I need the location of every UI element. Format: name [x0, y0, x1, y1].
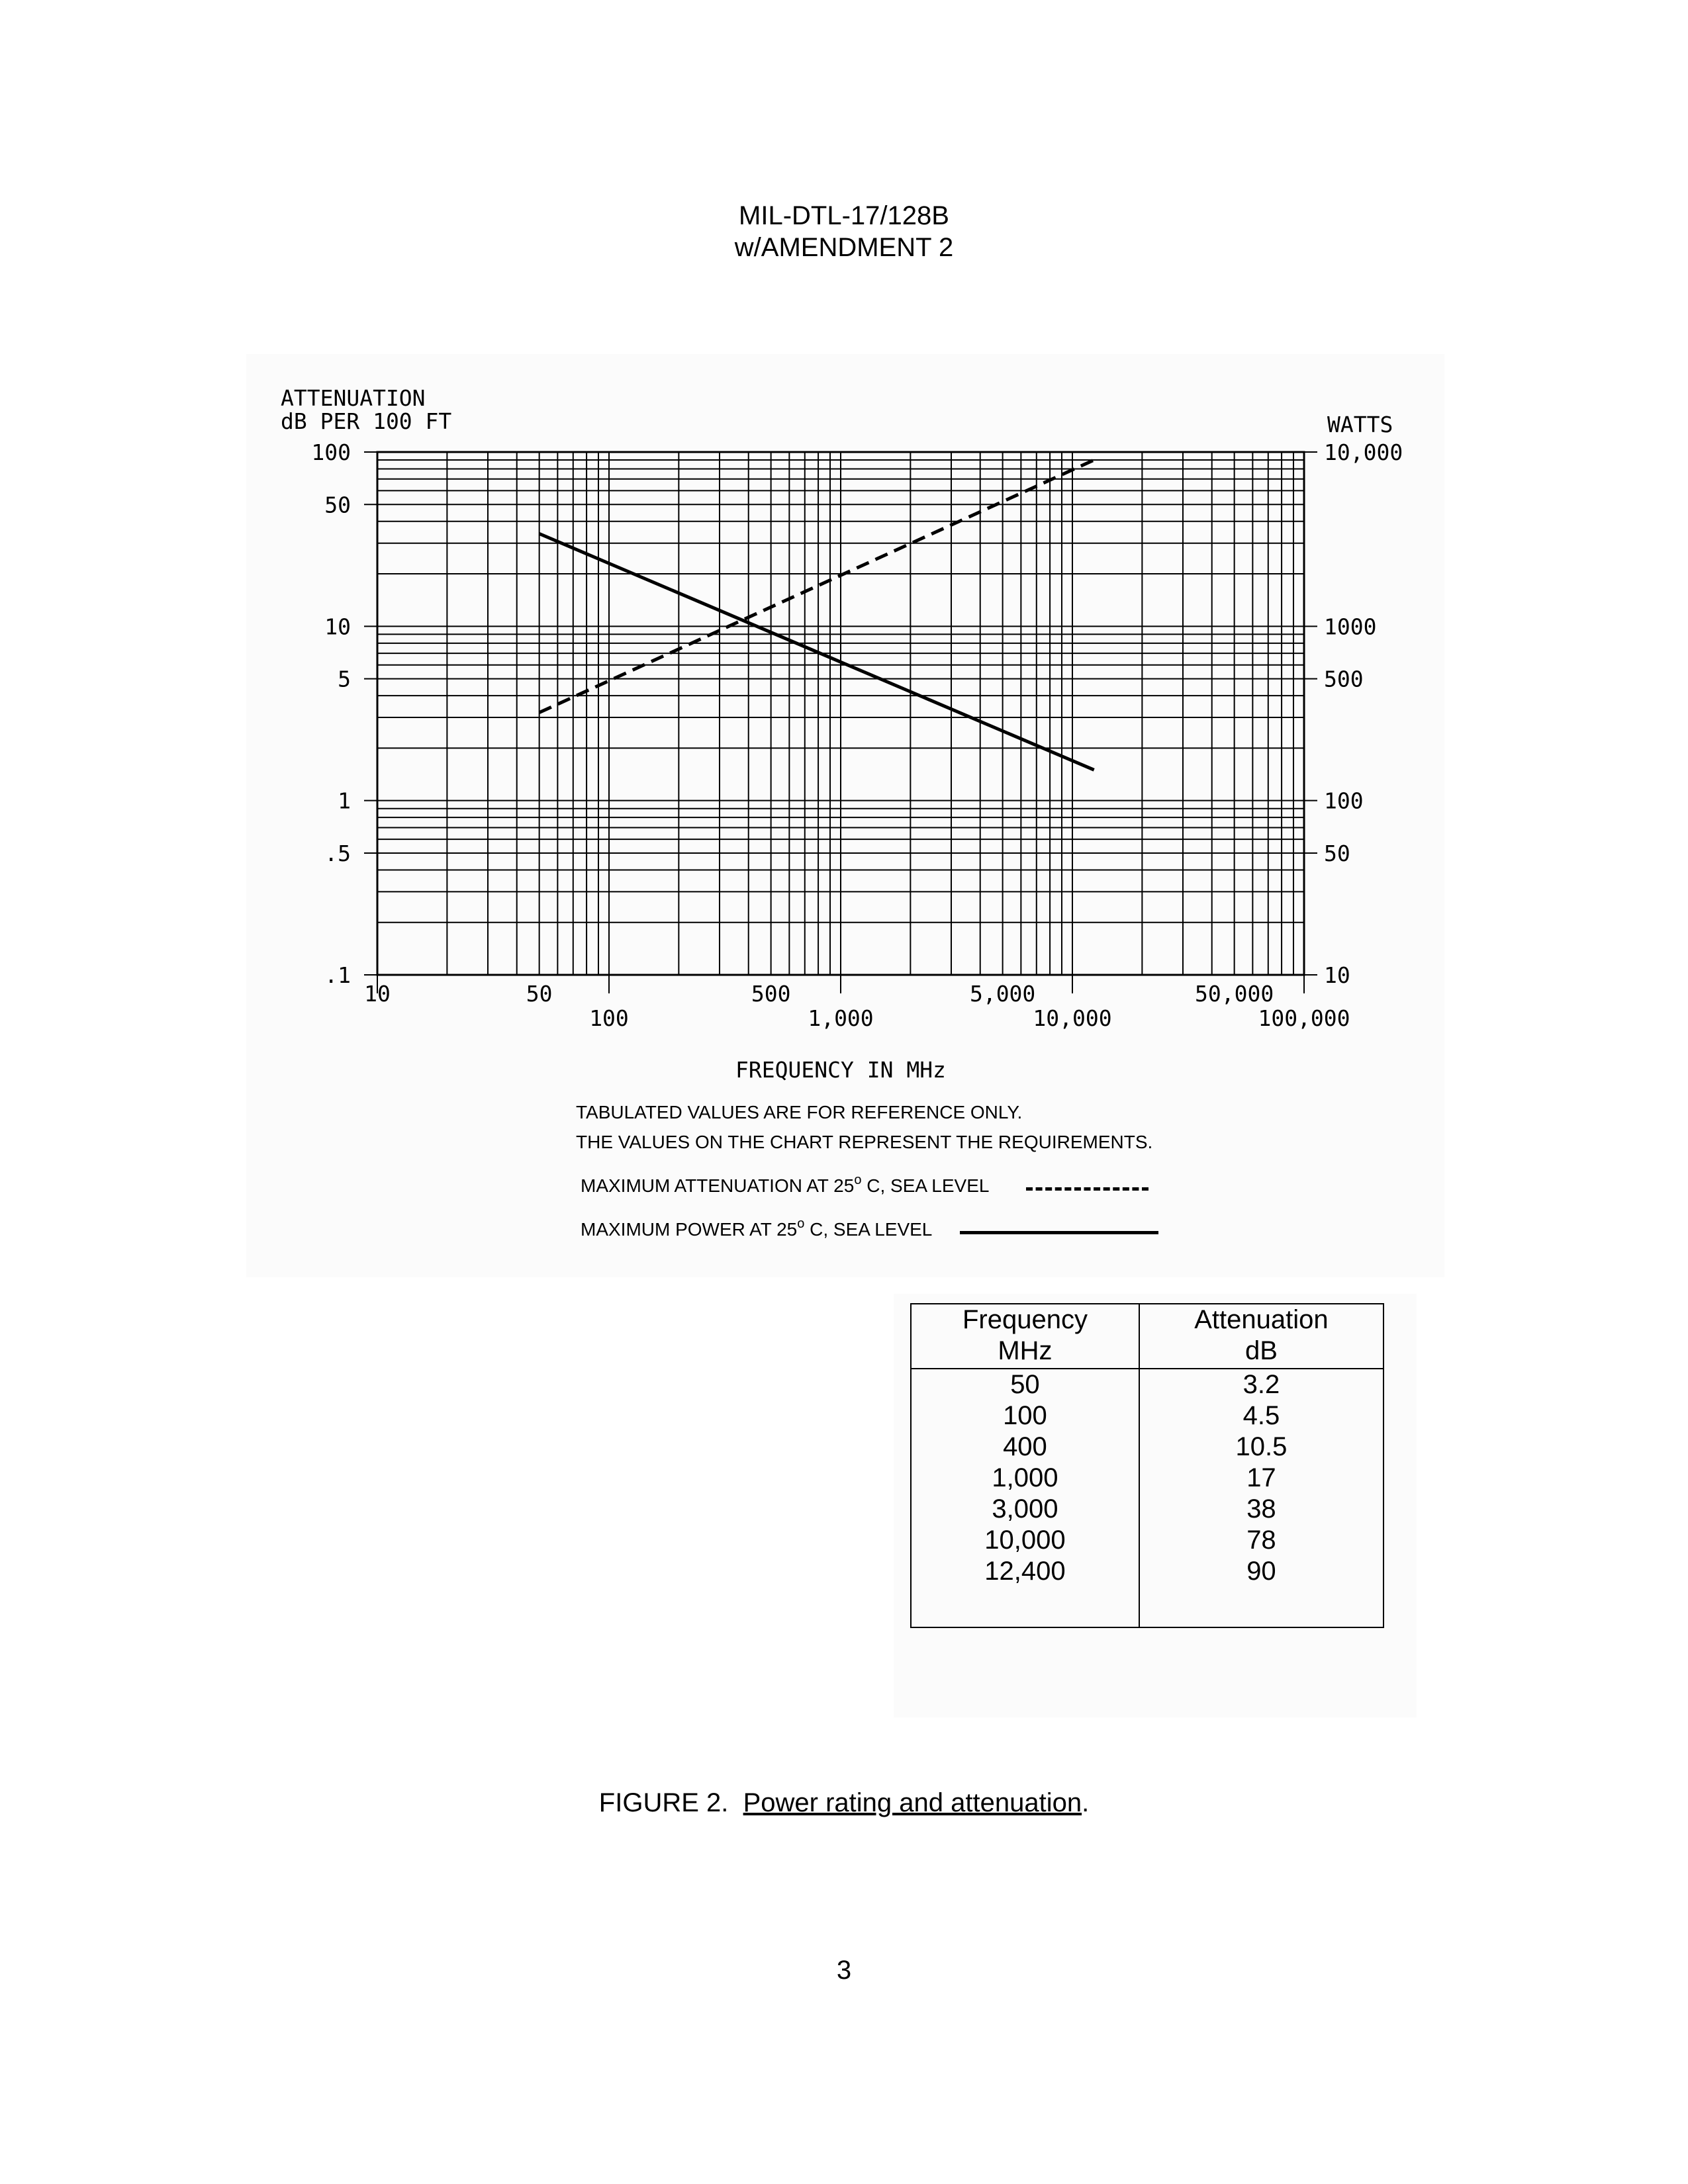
- degree-mark: o: [797, 1216, 805, 1231]
- figure-caption: [0, 1787, 1688, 1819]
- document-id: MIL-DTL-17/128B: [739, 201, 949, 230]
- y-tick-label-left: 50: [324, 492, 351, 518]
- attenuation-cell: 38: [1139, 1494, 1383, 1525]
- x-tick-label: 100: [589, 1005, 629, 1031]
- y-tick-label-left: 1: [338, 788, 351, 814]
- table-panel: [894, 1294, 1417, 1717]
- empty-cell: [1139, 1587, 1383, 1627]
- y-tick-label-right: 500: [1324, 666, 1364, 692]
- attenuation-cell: 3.2: [1139, 1369, 1383, 1400]
- legend-attenuation-suffix: C, SEA LEVEL: [861, 1175, 990, 1196]
- table-row: [911, 1463, 1383, 1494]
- page-number: 3: [836, 1956, 852, 1985]
- table-row: [911, 1525, 1383, 1556]
- frequency-cell: 1,000: [911, 1463, 1139, 1494]
- x-axis-title: FREQUENCY IN MHz: [735, 1057, 946, 1083]
- y-axis-title-right: WATTS: [1327, 412, 1393, 437]
- figure-title: Power rating and attenuation: [743, 1788, 1082, 1817]
- attenuation-header-label: Attenuation: [1194, 1305, 1329, 1334]
- frequency-cell: 100: [911, 1400, 1139, 1432]
- amendment-label: w/AMENDMENT 2: [734, 233, 954, 262]
- legend-attenuation-label: MAXIMUM ATTENUATION AT 25: [581, 1175, 855, 1196]
- y-tick-label-right: 50: [1324, 840, 1350, 866]
- table-row: [911, 1369, 1383, 1400]
- attenuation-cell: 4.5: [1139, 1400, 1383, 1432]
- legend-power: [581, 1216, 933, 1240]
- x-tick-label: 100,000: [1258, 1005, 1350, 1031]
- table-row: [911, 1400, 1383, 1432]
- attenuation-cell: 78: [1139, 1525, 1383, 1556]
- legend-power-suffix: C, SEA LEVEL: [804, 1219, 933, 1240]
- table-row-blank: [911, 1587, 1383, 1627]
- note-requirements: THE VALUES ON THE CHART REPRESENT THE REQUIREMENTS.: [576, 1132, 1153, 1152]
- frequency-cell: 50: [911, 1369, 1139, 1400]
- degree-mark: o: [854, 1173, 862, 1187]
- x-tick-label: 50,000: [1195, 981, 1274, 1007]
- x-tick-label: 1,000: [808, 1005, 874, 1031]
- y-axis-title-left: ATTENUATION: [281, 385, 426, 411]
- y-tick-label-left: 5: [338, 666, 351, 692]
- legend-solid-line: [960, 1231, 1158, 1234]
- legend-dashed-line: [1026, 1187, 1149, 1191]
- y-tick-label-right: 1000: [1324, 614, 1377, 640]
- chart-grid: [364, 452, 1317, 993]
- frequency-cell: 3,000: [911, 1494, 1139, 1525]
- attenuation-cell: 10.5: [1139, 1432, 1383, 1463]
- table-row: [911, 1432, 1383, 1463]
- attenuation-series-line: [539, 460, 1094, 713]
- attenuation-cell: 17: [1139, 1463, 1383, 1494]
- legend-attenuation: [581, 1175, 989, 1197]
- y-tick-label-left: .5: [324, 840, 351, 866]
- x-tick-label: 5,000: [969, 981, 1036, 1007]
- chart-panel: [246, 354, 1444, 1277]
- frequency-header: [911, 1304, 1139, 1369]
- frequency-header-label: Frequency: [962, 1305, 1088, 1334]
- chart-series: [539, 460, 1094, 770]
- y-tick-label-right: 10: [1324, 962, 1350, 988]
- empty-cell: [911, 1587, 1139, 1627]
- frequency-cell: 400: [911, 1432, 1139, 1463]
- attenuation-header: [1139, 1304, 1383, 1369]
- attenuation-header-unit: dB: [1244, 1336, 1278, 1365]
- x-tick-label: 10: [364, 981, 391, 1007]
- figure-number: FIGURE 2.: [598, 1788, 743, 1817]
- y-tick-label-left: 10: [324, 614, 351, 640]
- x-tick-label: 10,000: [1033, 1005, 1112, 1031]
- table-row: [911, 1494, 1383, 1525]
- legend-power-label: MAXIMUM POWER AT 25: [581, 1219, 798, 1240]
- frequency-cell: 10,000: [911, 1525, 1139, 1556]
- table-header-row: [911, 1304, 1383, 1369]
- y-tick-label-right: 100: [1324, 788, 1364, 814]
- frequency-cell: 12,400: [911, 1556, 1139, 1587]
- y-tick-label-right: 10,000: [1324, 439, 1403, 465]
- attenuation-table: [910, 1303, 1384, 1628]
- x-tick-label: 500: [751, 981, 791, 1007]
- note-reference: TABULATED VALUES ARE FOR REFERENCE ONLY.: [576, 1102, 1023, 1122]
- frequency-header-unit: MHz: [998, 1336, 1053, 1365]
- table-row: [911, 1556, 1383, 1587]
- y-tick-label-left: .1: [324, 962, 351, 988]
- figure-period: .: [1082, 1788, 1090, 1817]
- y-axis-units-left: dB PER 100 FT: [281, 408, 452, 434]
- power-series-line: [539, 533, 1094, 770]
- x-tick-label: 50: [526, 981, 553, 1007]
- attenuation-cell: 90: [1139, 1556, 1383, 1587]
- y-tick-label-left: 100: [311, 439, 351, 465]
